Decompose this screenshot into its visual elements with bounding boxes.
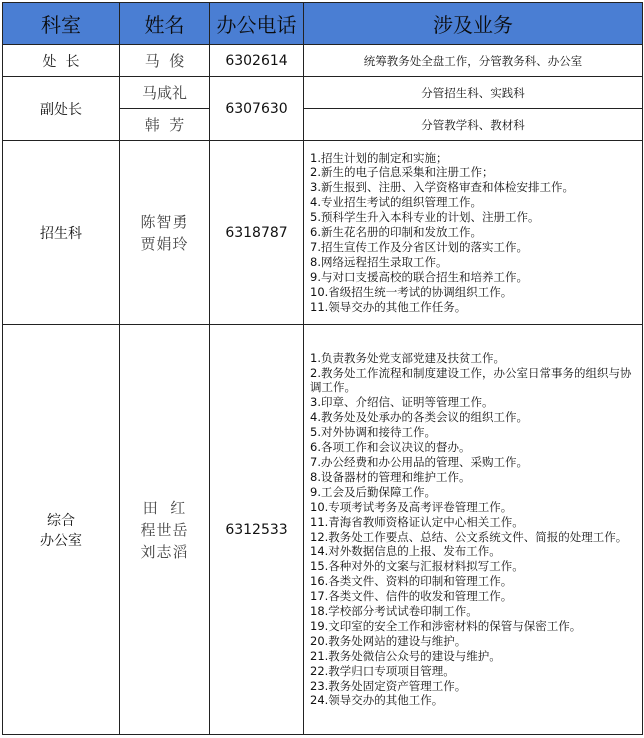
- duty-item: 9.工会及后勤保障工作。: [310, 484, 436, 499]
- duty-item: 11.青海省教师资格证认定中心相关工作。: [310, 514, 524, 529]
- duty-item: 6.各项工作和会议决议的督办。: [310, 440, 471, 455]
- table-row: [3, 141, 643, 325]
- duty-item: 5.预科学生升入本科专业的计划、注册工作。: [310, 210, 540, 225]
- dept-cell: [3, 325, 120, 735]
- duty-list: [304, 351, 642, 709]
- duty-item: 19.文印室的安全工作和涉密材料的保管与保密工作。: [310, 618, 582, 633]
- dept-line: 办公室: [40, 532, 82, 549]
- duty-cell: 分管教学科、教材科: [304, 109, 643, 141]
- duty-cell: 分管招生科、实践科: [304, 77, 643, 109]
- person-name: 田 红: [142, 498, 187, 517]
- duty-list: [304, 151, 642, 315]
- duty-item: 7.招生宣传工作及分省区计划的落实工作。: [310, 239, 528, 254]
- person-name: 陈智勇: [140, 212, 189, 231]
- duty-item: 8.网络远程招生录取工作。: [310, 254, 448, 269]
- header-dept: 科室: [3, 3, 120, 45]
- duty-cell: [304, 141, 643, 325]
- name-cell: 韩 芳: [120, 109, 210, 141]
- duty-item: 10.专项考试考务及高考评卷管理工作。: [310, 499, 513, 514]
- office-directory-table: [2, 2, 643, 735]
- dept-cell: 副处长: [3, 77, 120, 141]
- duty-cell: 统筹教务处全盘工作，分管教务科、办公室: [304, 45, 643, 77]
- duty-item: 17.各类文件、信件的收发和管理工作。: [310, 589, 513, 604]
- name-list: [120, 497, 209, 563]
- duty-item: 21.教务处微信公众号的建设与维护。: [310, 648, 501, 663]
- duty-item: 15.各种对外的文案与汇报材料拟写工作。: [310, 559, 524, 574]
- duty-item: 23.教务处固定资产管理工作。: [310, 678, 467, 693]
- duty-item: 7.办公经费和办公用品的管理、采购工作。: [310, 454, 528, 469]
- phone-cell: 6318787: [210, 141, 304, 325]
- name-cell: 马咸礼: [120, 77, 210, 109]
- duty-item: 10.省级招生统一考试的协调组织工作。: [310, 284, 513, 299]
- dept-line: 综合: [47, 512, 75, 529]
- header-name: 姓名: [120, 3, 210, 45]
- duty-item: 2.教务处工作流程和制度建设工作，办公室日常事务的组织与协调工作。: [310, 365, 632, 395]
- name-cell: [120, 141, 210, 325]
- duty-item: 9.与对口支援高校的联合招生和培养工作。: [310, 269, 528, 284]
- duty-item: 6.新生花名册的印制和发放工作。: [310, 225, 482, 240]
- duty-item: 20.教务处网站的建设与维护。: [310, 633, 467, 648]
- duty-item: 3.印章、介绍信、证明等管理工作。: [310, 395, 494, 410]
- duty-item: 1.招生计划的制定和实施；: [310, 150, 448, 165]
- duty-item: 4.教务处及处承办的各类会议的组织工作。: [310, 410, 528, 425]
- duty-item: 3.新生报到、注册、入学资格审查和体检安排工作。: [310, 180, 574, 195]
- name-cell: [120, 325, 210, 735]
- duty-item: 18.学校部分考试试卷印制工作。: [310, 604, 478, 619]
- header-row: [3, 3, 643, 45]
- person-name: 贾娟玲: [140, 234, 189, 253]
- dept-cell: 招生科: [3, 141, 120, 325]
- phone-cell: 6302614: [210, 45, 304, 77]
- table-row: [3, 325, 643, 735]
- person-name: 刘志滔: [140, 542, 189, 561]
- duty-item: 14.对外数据信息的上报、发布工作。: [310, 544, 501, 559]
- duty-item: 5.对外协调和接待工作。: [310, 425, 436, 440]
- duty-item: 4.专业招生考试的组织管理工作。: [310, 195, 482, 210]
- duty-item: 8.设备器材的管理和维护工作。: [310, 469, 471, 484]
- duty-item: 22.教学归口专项项目管理。: [310, 663, 455, 678]
- duty-item: 1.负责教务处党支部党建及扶贫工作。: [310, 350, 505, 365]
- name-cell: 马 俊: [120, 45, 210, 77]
- table-row: [3, 45, 643, 77]
- duty-item: 2.新生的电子信息采集和注册工作；: [310, 165, 494, 180]
- phone-cell: 6307630: [210, 77, 304, 141]
- header-phone: 办公电话: [210, 3, 304, 45]
- dept-cell: 处 长: [3, 45, 120, 77]
- duty-item: 11.领导交办的其他工作任务。: [310, 299, 467, 314]
- duty-item: 16.各类文件、资料的印制和管理工作。: [310, 574, 513, 589]
- duty-item: 24.领导交办的其他工作。: [310, 693, 444, 708]
- duty-item: 12.教务处工作要点、总结、公文系统文件、简报的处理工作。: [310, 529, 628, 544]
- person-name: 程世岳: [140, 520, 189, 539]
- phone-cell: 6312533: [210, 325, 304, 735]
- duty-cell: [304, 325, 643, 735]
- header-duty: 涉及业务: [304, 3, 643, 45]
- table-row: [3, 77, 643, 109]
- name-list: [120, 211, 209, 255]
